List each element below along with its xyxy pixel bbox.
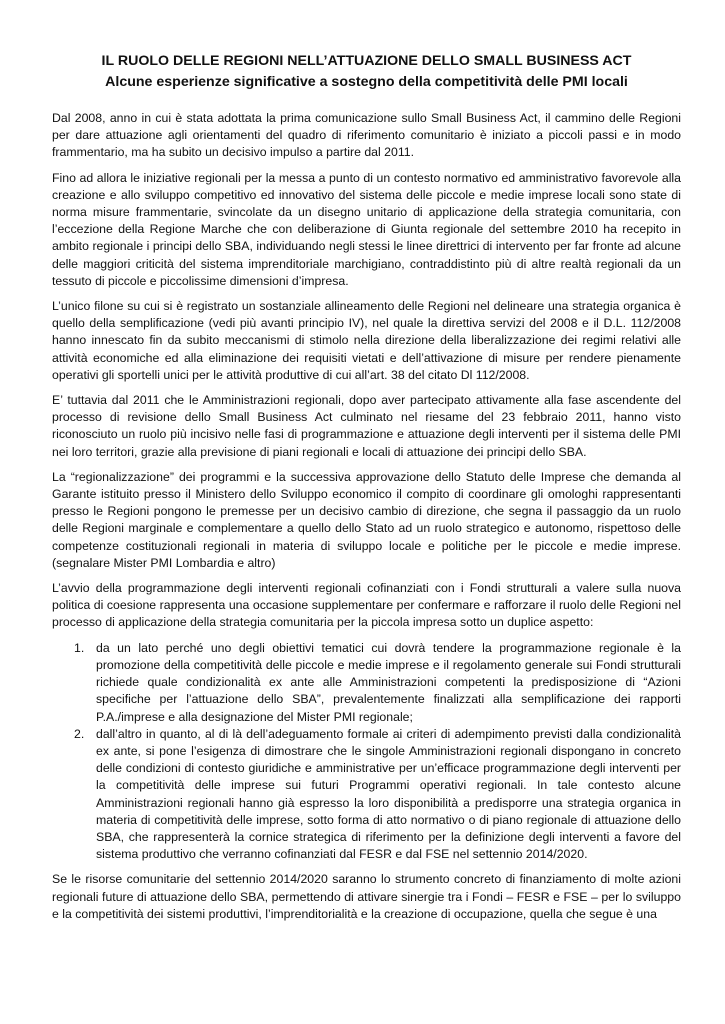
document-title: IL RUOLO DELLE REGIONI NELL’ATTUAZIONE DELLO SMALL BUSINESS ACT: [101, 53, 632, 69]
list-item-text: da un lato perché uno degli obiettivi tematici cui dovrà tendere la programmazione regionale è la promozione della competitività delle piccole e medie imprese e il regolamento generale sui Fondi strutturali richiede quale condizionalità ex ante alle Amministrazioni competenti la predisposizione di “Azioni specifiche per l’attuazione dello SBA”, prevalentemente finalizzati alla semplificazione dei rapporti P.A./imprese e alla designazione del Mister PMI regionale;: [96, 640, 681, 724]
paragraph: Fino ad allora le iniziative regionali per la messa a punto di un contesto normativo ed amministrativo favorevole alla creazione e allo sviluppo competitivo ed innovativo del sistema delle piccole e medie imprese locali sono state di norma misure frammentarie, svincolate da un disegno unitario di applicazione della strategia comunitaria, con l’eccezione della Regione Marche che con deliberazione di Giunta regionale del settembre 2010 ha recepito in ambito regionale i principi dello SBA, individuando negli stessi le linee direttrici di intervento per far fronte ad alcune delle maggiori criticità del sistema imprenditoriale marchigiano, contraddistinto più di altre realtà regionali da un tessuto di piccole e piccolissime dimensioni d’impresa.: [52, 170, 681, 288]
list-item-text: dall’altro in quanto, al di là dell’adeguamento formale ai criteri di adempimento previsti dalla condizionalità ex ante, si pone l’esigenza di dimostrare che le singole Amministrazioni regionali dispongano in concreto delle condizioni di contesto giuridiche e amministrative per un’efficace programmazione degli interventi per la competitività delle imprese sui futuri Programmi operativi regionali. In tale contesto alcune Amministrazioni regionali hanno già espresso la loro disponibilità a predisporre una strategia organica in materia di competitività delle imprese, sotto forma di atto normativo o di piano regionale di attuazione dello SBA, che rappresenterà la cornice strategica di riferimento per la definizione degli interventi a favore del sistema produttivo che verranno cofinanziati dal FESR e dal FSE nel settennio 2014/2020.: [96, 726, 681, 862]
paragraph: Dal 2008, anno in cui è stata adottata la prima comunicazione sullo Small Business Act, il cammino delle Regioni per dare attuazione agli orientamenti del quadro di riferimento comunitario è iniziato a piccoli passi e in modo frammentario, ma ha subito un decisivo impulso a partire dal 2011.: [52, 111, 681, 160]
paragraph: L’avvio della programmazione degli interventi regionali cofinanziati con i Fondi strutturali a valere sulla nuova politica di coesione rappresenta una occasione supplementare per confermare e rafforzare il ruolo delle Regioni nel processo di applicazione della strategia comunitaria per la piccola impresa sotto un duplice aspetto:: [52, 581, 681, 630]
document-subtitle: Alcune esperienze significative a sostegno della competitività delle PMI locali: [105, 74, 628, 90]
numbered-list: [52, 640, 681, 864]
list-item: [52, 726, 681, 864]
list-item: [52, 640, 681, 726]
paragraph: E’ tuttavia dal 2011 che le Amministrazioni regionali, dopo aver partecipato attivamente alla fase ascendente del processo di revisione dello Small Business Act culminato nel riesame del 23 febbraio 2011, hanno visto riconosciuto un ruolo più incisivo nelle fasi di programmazione e attuazione degli interventi per il sistema delle PMI nei loro territori, grazie alla previsione di piani regionali e locali di attuazione dei principi dello SBA.: [52, 393, 681, 459]
closing-paragraph: Se le risorse comunitarie del settennio 2014/2020 saranno lo strumento concreto di finanziamento di molte azioni regionali future di attuazione dello SBA, permettendo di attivare sinergie tra i Fondi – FESR e FSE – per lo sviluppo e la competitività dei sistemi produttivi, l’imprenditorialità e la creazione di occupazione, quella che segue è una: [52, 872, 681, 921]
paragraph: L’unico filone su cui si è registrato un sostanziale allineamento delle Regioni nel delineare una strategia organica è quello della semplificazione (vedi più avanti principio IV), nel quale la direttiva servizi del 2008 e il D.L. 112/2008 hanno innescato fin da subito meccanismi di stimolo nella direzione della liberalizzazione dei regimi relativi alle attività economiche ed alla eliminazione dei requisiti vietati e dell’attivazione di misure per rendere pienamente operativi gli sportelli unici per le attività produttive di cui all’art. 38 del citato Dl 112/2008.: [52, 299, 681, 382]
list-item-number: 1.: [74, 640, 85, 655]
paragraph: La “regionalizzazione” dei programmi e la successiva approvazione dello Statuto delle Imprese che demanda al Garante istituito presso il Ministero dello Sviluppo economico il compito di coordinare gli omologhi rappresentanti presso le Regioni pongono le premesse per un decisivo cambio di direzione, che segna il passaggio da un ruolo delle Regioni marginale e complementare a quello dello Stato ad un ruolo strategico e autonomo, rispettoso delle competenze costituzionali regionali in materia di sviluppo locale e politiche per le piccole e medie imprese. (segnalare Mister PMI Lombardia e altro): [52, 469, 681, 570]
list-item-number: 2.: [74, 726, 85, 741]
